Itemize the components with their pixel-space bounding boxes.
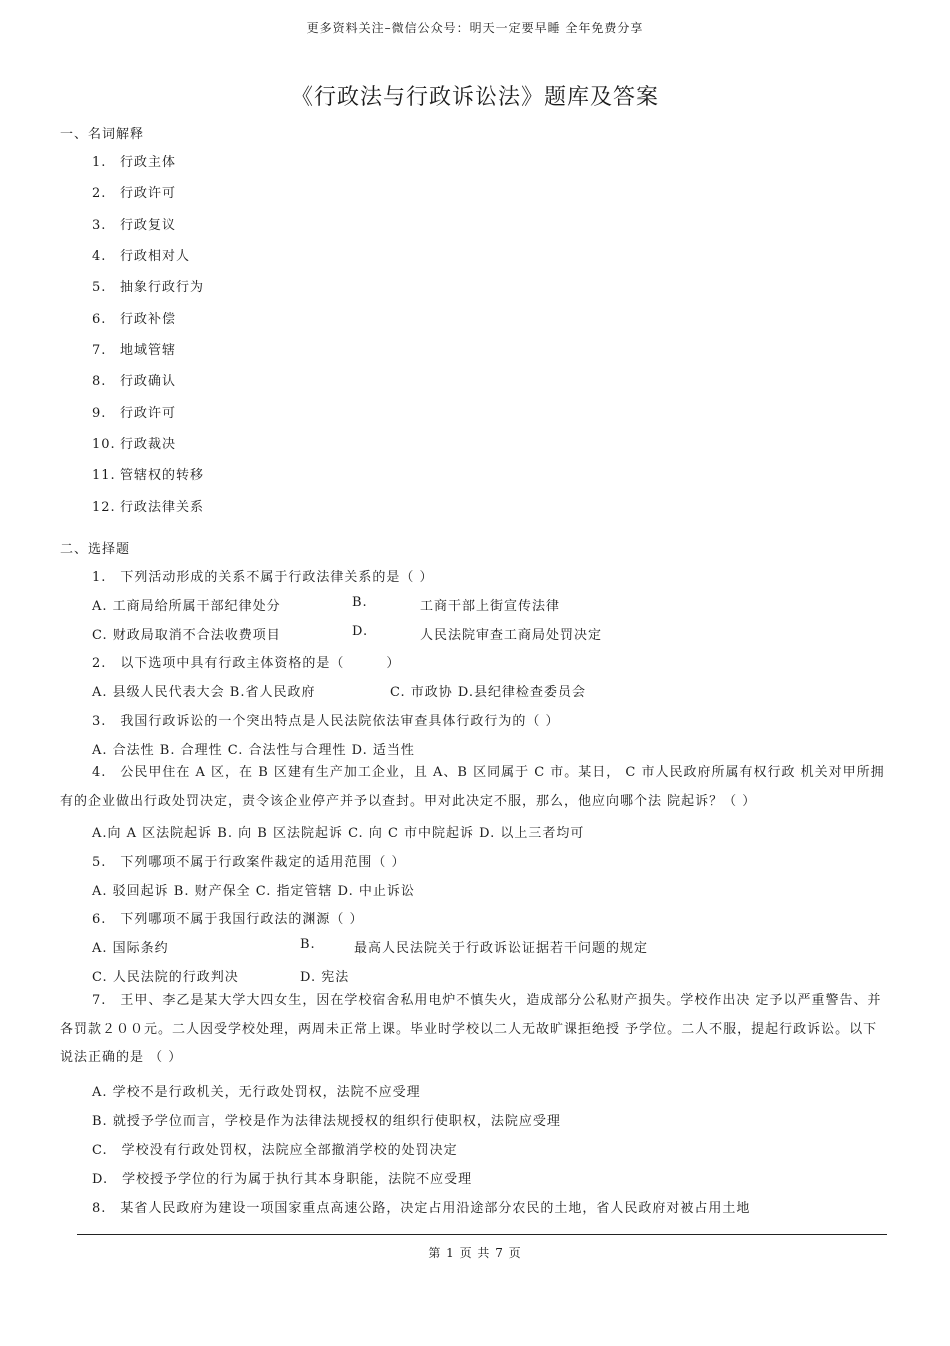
page-header: 更多资料关注–微信公众号：明天一定要早睡 全年免费分享: [306, 21, 644, 35]
section-heading-terms: 一、名词解释: [60, 127, 145, 142]
option-6c: C. 人民法院的行政判决: [92, 970, 239, 985]
list-item: 12. 行政法律关系: [92, 500, 205, 515]
option-1c: C. 财政局取消不合法收费项目: [92, 628, 281, 643]
question-7: 7. 王甲、李乙是某大学大四女生，因在学校宿舍私用电炉不慎失火，造成部分公私财产损失。学校作出决 定予以严重警告、并各罚款２００元。二人因受学校处理，两周未正常上课。毕业时学校以二人无故旷课拒绝授 予学位。二人不服，提起行政诉讼。以下说法正确的是 （ ）: [60, 993, 882, 1065]
list-item: 4. 行政相对人: [92, 249, 191, 264]
question-3: 3. 我国行政诉讼的一个突出特点是人民法院依法审查具体行政行为的（ ）: [92, 714, 560, 729]
option-1b-label: B.: [352, 595, 368, 610]
footer-divider: [77, 1234, 887, 1235]
option-1d-label: D.: [352, 624, 369, 639]
options-3: A. 合法性 B. 合理性 C. 合法性与合理性 D. 适当性: [92, 743, 415, 758]
option-7a: A. 学校不是行政机关，无行政处罚权，法院不应受理: [92, 1085, 421, 1100]
page-title: 《行政法与行政诉讼法》题库及答案: [290, 85, 659, 110]
option-6d: D. 宪法: [300, 970, 350, 985]
question-4: 4. 公民甲住在 A 区，在 B 区建有生产加工企业，且 A、B 区同属于 C 市。某日， C 市人民政府所属有权行政 机关对甲所拥有的企业做出行政处罚决定，责令该企业停产并予以查封。甲对此决定不服，那么，他应向哪个法 院起诉？（ ）: [60, 765, 885, 809]
option-6a: A. 国际条约: [92, 941, 169, 956]
question-1: 1. 下列活动形成的关系不属于行政法律关系的是（ ）: [92, 570, 434, 585]
list-item: 9. 行政许可: [92, 406, 177, 421]
option-7b: B. 就授予学位而言，学校是作为法律法规授权的组织行使职权，法院应受理: [92, 1114, 561, 1129]
list-item: 11. 管辖权的转移: [92, 468, 205, 483]
option-1a: A. 工商局给所属干部纪律处分: [92, 599, 281, 614]
option-2cd: C. 市政协 D.县纪律检查委员会: [390, 685, 586, 700]
question-6: 6. 下列哪项不属于我国行政法的渊源（ ）: [92, 912, 364, 927]
question-2: 2. 以下选项中具有行政主体资格的是（ ）: [92, 656, 401, 671]
list-item: 6. 行政补偿: [92, 312, 177, 327]
options-4: A.向 A 区法院起诉 B. 向 B 区法院起诉 C. 向 C 市中院起诉 D. 以上三者均可: [92, 826, 585, 841]
question-5: 5. 下列哪项不属于行政案件裁定的适用范围（ ）: [92, 855, 406, 870]
page-number: 第 1 页 共 7 页: [428, 1246, 522, 1260]
list-item: 10. 行政裁决: [92, 437, 177, 452]
list-item: 8. 行政确认: [92, 374, 177, 389]
option-2ab: A. 县级人民代表大会 B.省人民政府: [92, 685, 316, 700]
option-7c: C. 学校没有行政处罚权，法院应全部撤消学校的处罚决定: [92, 1143, 458, 1158]
option-6b-label: B.: [300, 937, 316, 952]
list-item: 5. 抽象行政行为: [92, 280, 205, 295]
question-8: 8. 某省人民政府为建设一项国家重点高速公路，决定占用沿途部分农民的土地，省人民政府对被占用土地: [92, 1201, 751, 1216]
option-1b-text: 工商干部上街宣传法律: [420, 599, 561, 614]
list-item: 3. 行政复议: [92, 218, 177, 233]
option-1d-text: 人民法院审查工商局处罚决定: [420, 628, 603, 643]
options-5: A. 驳回起诉 B. 财产保全 C. 指定管辖 D. 中止诉讼: [92, 884, 415, 899]
list-item: 2. 行政许可: [92, 186, 177, 201]
list-item: 7. 地域管辖: [92, 343, 177, 358]
option-7d: D. 学校授予学位的行为属于执行其本身职能，法院不应受理: [92, 1172, 473, 1187]
option-6b-text: 最高人民法院关于行政诉讼证据若干问题的规定: [354, 941, 649, 956]
section-heading-choice: 二、选择题: [60, 542, 131, 557]
list-item: 1. 行政主体: [92, 155, 177, 170]
